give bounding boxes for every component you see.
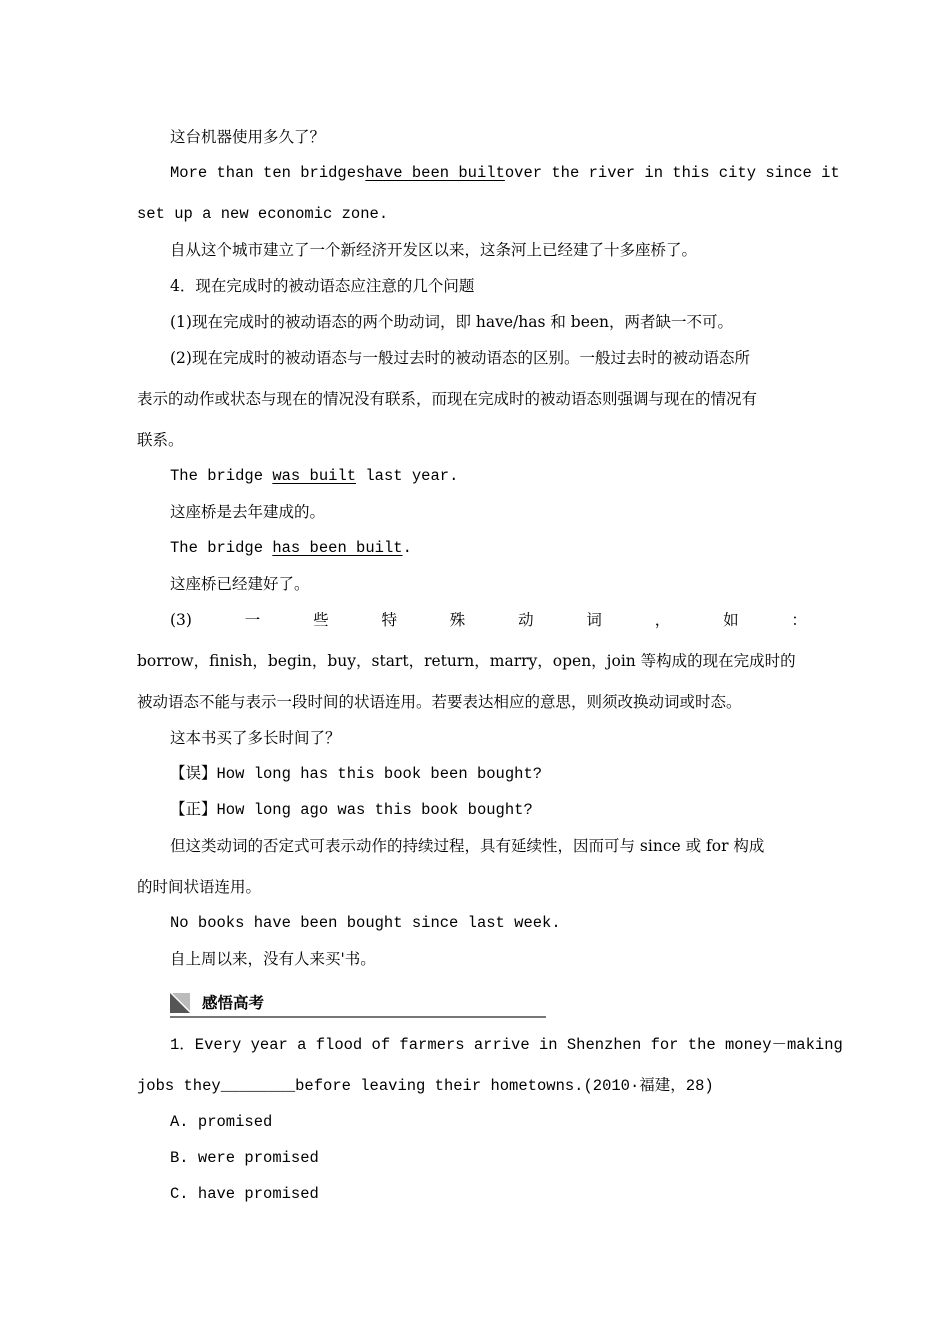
- sentence-part: More than ten bridges: [170, 164, 366, 182]
- translation: 这座桥已经建好了。: [170, 575, 310, 593]
- english-sentence: [170, 162, 840, 184]
- example-sentence: [170, 537, 815, 559]
- token: ，: [654, 611, 671, 629]
- underlined-verb: have been built: [365, 164, 505, 182]
- translation: 自从这个城市建立了一个新经济开发区以来，这条河上已经建了十多座桥了。: [170, 241, 698, 259]
- sentence-part: over the river in this city since it: [504, 164, 840, 182]
- spread-line: [170, 609, 815, 631]
- text-line: 的时间状语连用。: [137, 878, 262, 896]
- token: 殊: [449, 611, 466, 629]
- section-header: [170, 990, 546, 1018]
- sentence-part: .: [402, 539, 412, 557]
- section-title: 感悟高考: [202, 994, 265, 1012]
- justified-line: [170, 162, 840, 184]
- point-heading: 4．现在完成时的被动语态应注意的几个问题: [170, 277, 475, 295]
- translation: 自上周以来，没有人来买'书。: [170, 950, 376, 968]
- wrong-example: 【误】How long has this book been bought?: [170, 765, 543, 783]
- underlined-verb: was built: [272, 467, 357, 485]
- question-stem: 1．Every year a flood of farmers arrive in Shenzhen for the money－making: [170, 1036, 843, 1054]
- option-a: A. promised: [170, 1113, 273, 1131]
- token: 动: [518, 611, 534, 629]
- token: 一: [244, 611, 261, 629]
- token: 词: [586, 611, 602, 629]
- token: 特: [381, 611, 397, 629]
- option-b: B. were promised: [170, 1149, 319, 1167]
- example-sentence: [170, 465, 815, 487]
- text-line: 但这类动词的否定式可表示动作的持续过程，具有延续性，因而可与 since 或 for 构成: [170, 837, 765, 855]
- question-stem-cont: jobs they________before leaving their hometowns.(2010·福建，28): [137, 1077, 714, 1095]
- token: 些: [313, 611, 329, 629]
- text-line: (2)现在完成时的被动语态与一般过去时的被动语态的区别。一般过去时的被动语态所: [170, 349, 750, 367]
- text-line: 这本书买了多长时间了？: [170, 729, 341, 747]
- justified-line: [170, 609, 815, 631]
- text-line: borrow，finish，begin，buy，start，return，marry，open，join 等构成的现在完成时的: [137, 652, 796, 670]
- section-divider: [170, 1016, 546, 1018]
- underlined-verb: has been built: [272, 539, 403, 557]
- text-line: 联系。: [137, 431, 184, 449]
- text-line: (1)现在完成时的被动语态的两个助动词，即 have/has 和 been，两者缺一不可。: [170, 313, 734, 331]
- triangle-marker-icon: [170, 993, 190, 1013]
- correct-example: 【正】How long ago was this book bought?: [170, 801, 533, 819]
- text-line: 表示的动作或状态与现在的情况没有联系，而现在完成时的被动语态则强调与现在的情况有: [137, 390, 758, 408]
- text-line: 被动语态不能与表示一段时间的状语连用。若要表达相应的意思，则须改换动词或时态。: [137, 693, 742, 711]
- sentence-part: The bridge: [170, 467, 264, 485]
- token: ：: [791, 611, 807, 629]
- example-sentence: No books have been bought since last week.: [170, 914, 561, 932]
- option-c: C. have promised: [170, 1185, 319, 1203]
- token: 如: [723, 611, 739, 629]
- sentence-part: last year.: [365, 467, 459, 485]
- text-line: 这台机器使用多久了？: [170, 128, 326, 146]
- english-sentence-cont: set up a new economic zone.: [137, 205, 389, 223]
- translation: 这座桥是去年建成的。: [170, 503, 326, 521]
- token: (3): [170, 611, 192, 629]
- sentence-part: The bridge: [170, 539, 264, 557]
